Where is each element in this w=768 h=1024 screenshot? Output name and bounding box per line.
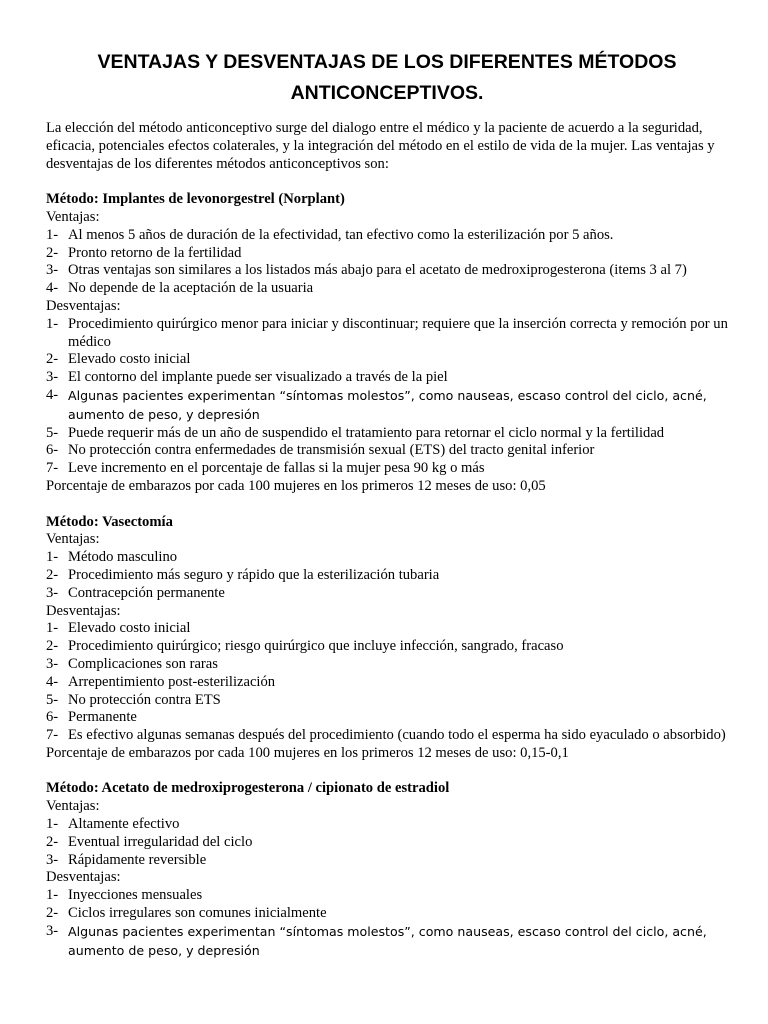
ventajas-list: [46, 549, 728, 602]
desventajas-list: [46, 316, 728, 478]
pregnancy-rate: Porcentaje de embarazos por cada 100 mujeres en los primeros 12 meses de uso: 0,05: [46, 477, 546, 494]
ventajas-label: Ventajas:: [46, 531, 100, 548]
list-item: 4- Arrepentimiento post-esterilización: [46, 673, 276, 690]
list-item: 4- Algunas pacientes experimentan “síntomas molestos”, como nauseas, escaso control del ciclo, acné, aumento de peso, y depresión: [46, 386, 707, 422]
list-item: 3- Complicaciones son raras: [46, 655, 218, 672]
list-item: 2- Elevado costo inicial: [46, 351, 191, 368]
list-item: 5- No protección contra ETS: [46, 691, 221, 708]
section-vasectomia: [46, 514, 728, 763]
list-item: 3- Otras ventajas son similares a los listados más abajo para el acetato de medroxiprogesterona (items 3 al 7): [46, 262, 687, 279]
pregnancy-rate: Porcentaje de embarazos por cada 100 mujeres en los primeros 12 meses de uso: 0,15-0,1: [46, 744, 569, 761]
intro-paragraph: La elección del método anticonceptivo surge del dialogo entre el médico y la paciente de acuerdo a la seguridad, eficacia, potenciales efectos colaterales, y la integración del método en el estilo de vida de la mujer. Las ventajas y desventajas de los diferentes métodos anticonceptivos son:: [46, 120, 715, 172]
list-item: 6- Permanente: [46, 709, 137, 726]
document-title: VENTAJAS Y DESVENTAJAS DE LOS DIFERENTES MÉTODOS ANTICONCEPTIVOS.: [97, 51, 677, 104]
list-item: 1- Procedimiento quirúrgico menor para iniciar y discontinuar; requiere que la inserción correcta y remoción por un médico: [46, 315, 728, 350]
list-item: 1- Altamente efectivo: [46, 816, 180, 833]
ventajas-label: Ventajas:: [46, 798, 100, 815]
list-item: 3- Rápidamente reversible: [46, 851, 207, 868]
list-item: 3- El contorno del implante puede ser visualizado a través de la piel: [46, 369, 448, 386]
list-item: 7- Leve incremento en el porcentaje de fallas si la mujer pesa 90 kg o más: [46, 460, 485, 477]
ventajas-label: Ventajas:: [46, 208, 100, 225]
list-item: 1- Método masculino: [46, 549, 178, 566]
list-item: 2- Ciclos irregulares son comunes inicialmente: [46, 905, 327, 922]
section-medroxiprogesterona: [46, 780, 728, 960]
desventajas-list: [46, 620, 728, 745]
desventajas-list: [46, 887, 728, 960]
list-item: 1- Al menos 5 años de duración de la efectividad, tan efectivo como la esterilización por 5 años.: [46, 226, 614, 243]
ventajas-list: [46, 816, 728, 869]
list-item: 4- No depende de la aceptación de la usuaria: [46, 280, 314, 297]
list-item: 2- Pronto retorno de la fertilidad: [46, 244, 242, 261]
list-item: 2- Eventual irregularidad del ciclo: [46, 833, 253, 850]
list-item: 6- No protección contra enfermedades de transmisión sexual (ETS) del tracto genital inferior: [46, 442, 595, 459]
list-item: 7- Es efectivo algunas semanas después del procedimiento (cuando todo el esperma ha sido eyaculado o absorbido): [46, 727, 726, 744]
desventajas-label: Desventajas:: [46, 869, 121, 886]
section-norplant: [46, 191, 728, 496]
list-item: 1- Inyecciones mensuales: [46, 887, 203, 904]
section-heading: Método: Vasectomía: [46, 513, 173, 530]
ventajas-list: [46, 227, 728, 298]
section-heading: Método: Acetato de medroxiprogesterona / cipionato de estradiol: [46, 780, 450, 797]
list-item: 3- Algunas pacientes experimentan “síntomas molestos”, como nauseas, escaso control del ciclo, acné, aumento de peso, y depresión: [46, 922, 707, 958]
list-item: 3- Contracepción permanente: [46, 584, 225, 601]
list-item: 5- Puede requerir más de un año de suspendido el tratamiento para retornar el ciclo normal y la fertilidad: [46, 424, 665, 441]
desventajas-label: Desventajas:: [46, 297, 121, 314]
list-item: 2- Procedimiento más seguro y rápido que la esterilización tubaria: [46, 566, 440, 583]
section-heading: Método: Implantes de levonorgestrel (Norplant): [46, 191, 345, 208]
desventajas-label: Desventajas:: [46, 602, 121, 619]
list-item: 1- Elevado costo inicial: [46, 620, 191, 637]
list-item: 2- Procedimiento quirúrgico; riesgo quirúrgico que incluye infección, sangrado, fracaso: [46, 638, 564, 655]
